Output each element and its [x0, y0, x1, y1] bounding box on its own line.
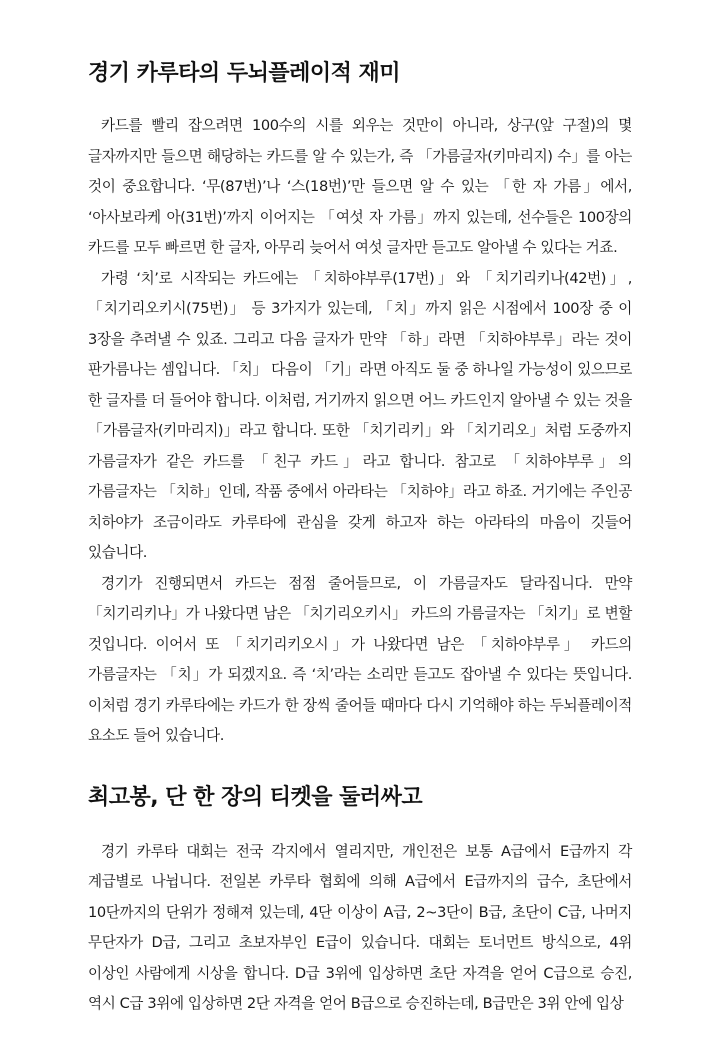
- section-heading: 경기 카루타의 두뇌플레이적 재미: [88, 61, 401, 86]
- section-heading: 최고봉, 단 한 장의 티켓을 둘러싸고: [88, 784, 423, 810]
- body-paragraph: 경기가 진행되면서 카드는 점점 줄어들므로, 이 가름글자도 달라집니다. 만약 「치기리키나」가 나왔다면 남은 「치기리오키시」 카드의 가름글자는 「치기」로 변할 것입니다. 이어서 또 「치기리키오시」가 나왔다면 남은 「치하야부루」 카드의 가름글자는 「치」가 되겠지요. 즉 ‘치’라는 소리만 듣고도 잡아낼 수 있다는 뜻입니다. 이처럼 경기 카루타에는 카드가 한 장씩 줄어들 때마다 다시 기억해야 하는 두뇌플레이적 요소도 들어 있습니다.: [88, 574, 632, 744]
- section-karuta-strategy: [88, 56, 632, 752]
- section-tournament: [88, 780, 632, 1020]
- body-paragraph: 가령 ‘치’로 시작되는 카드에는 「치하야부루(17번)」와 「치기리키나(42번)」, 「치기리오키시(75번)」 등 3가지가 있는데, 「치」까지 읽은 시점에서 100장 중 이 3장을 추려낼 수 있죠. 그리고 다음 글자가 만약 「하」라면 「치하야부루」라는 것이 판가름나는 셈입니다. 「치」 다음이 「기」라면 아직도 둘 중 하나일 가능성이 있으므로 한 글자를 더 들어야 합니다. 이처럼, 거기까지 읽으면 어느 카드인지 알아낼 수 있는 것을 「가름글자(키마리지)」라고 합니다. 또한 「치기리키」와 「치기리오」처럼 도중까지 가름글자가 같은 카드를 「친구 카드」라고 합니다. 참고로 「치하야부루」의 가름글자는 「치하」인데, 작품 중에서 아라타는 「치하야」라고 하죠. 거기에는 주인공 치하야가 조금이라도 카루타에 관심을 갖게 하고자 하는 아라타의 마음이 깃들어 있습니다.: [88, 269, 632, 561]
- body-paragraph: 경기 카루타 대회는 전국 각지에서 열리지만, 개인전은 보통 A급에서 E급까지 각 계급별로 나뉩니다. 전일본 카루타 협회에 의해 A급에서 E급까지의 급수, 초단에서 10단까지의 단위가 정해져 있는데, 4단 이상이 A급, 2~3단이 B급, 초단이 C급, 나머지 무단자가 D급, 그리고 초보자부인 E급이 있습니다. 대회는 토너먼트 방식으로, 4위 이상인 사람에게 시상을 합니다. D급 3위에 입상하면 초단 자격을 얻어 C급으로 승진, 역시 C급 3위에 입상하면 2단 자격을 얻어 B급으로 승진하는데, B급만은 3위 안에 입상: [88, 842, 632, 1012]
- body-paragraph: 카드를 빨리 잡으려면 100수의 시를 외우는 것만이 아니라, 상구(앞 구절)의 몇 글자까지만 들으면 해당하는 카드를 알 수 있는가, 즉 「가름글자(키마리지) 수」를 아는 것이 중요합니다. ‘무(87번)’나 ‘스(18번)’만 들으면 알 수 있는 「한 자 가름」에서, ‘아사보라케 아(31번)’까지 이어지는 「여섯 자 가름」까지 있는데, 선수들은 100장의 카드를 모두 빠르면 한 글자, 아무리 늦어서 여섯 글자만 듣고도 알아낼 수 있다는 거죠.: [88, 117, 632, 256]
